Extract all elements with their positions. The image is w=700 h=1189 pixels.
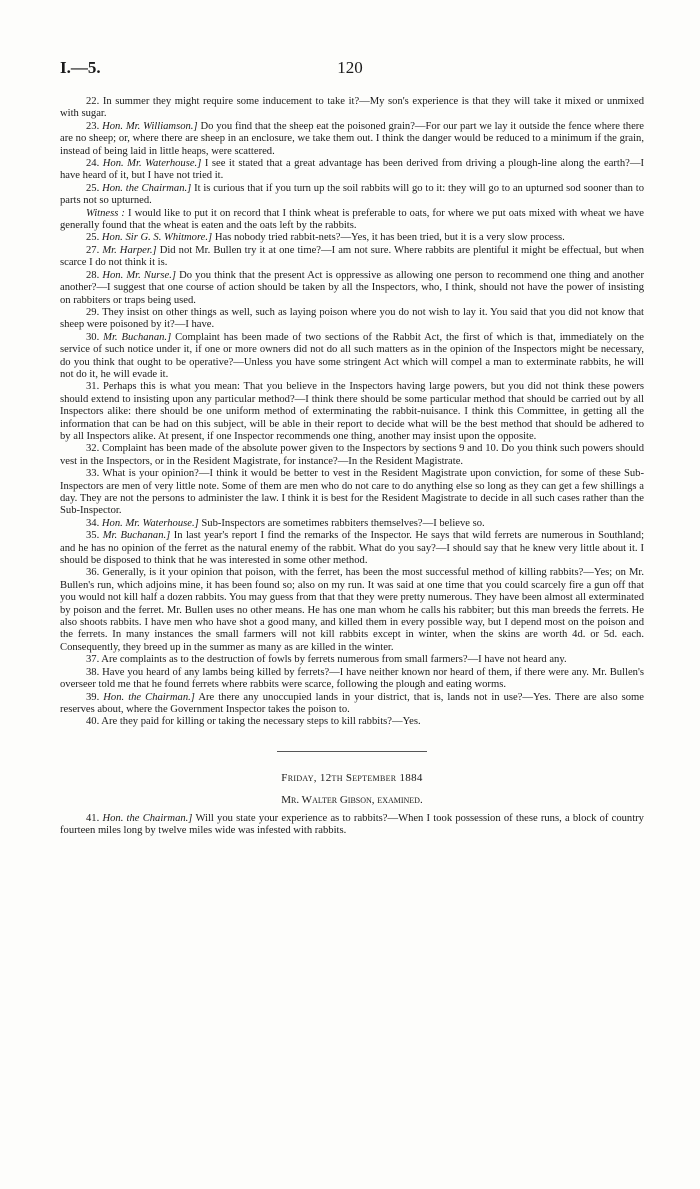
speaker: Mr. Harper.] <box>102 244 157 256</box>
minutes-paragraph <box>60 232 644 244</box>
paragraph-text: Are there any unoccupied lands in your district, that is, lands not in use?—Yes. There are also some reserves about, where the Government Inspector takes the poison to. <box>60 691 644 715</box>
document-reference: I.—5. <box>60 58 101 77</box>
minutes-paragraph <box>60 332 644 382</box>
paragraph-number: 24. <box>86 158 100 170</box>
minutes-paragraph <box>60 654 644 666</box>
speaker: Hon. Mr. Waterhouse.] <box>101 517 199 529</box>
minutes-paragraphs <box>60 96 644 729</box>
minutes-paragraph <box>60 381 644 443</box>
paragraph-text: I would like to put it on record that I think wheat is preferable to oats, for where we put oats mixed with wheat we have generally found that the wheat is eaten and the oats left by the rabbits. <box>60 207 645 232</box>
speaker: Hon. the Chairman.] <box>103 691 195 703</box>
paragraph-text: 36. Generally, is it your opinion that poison, with the ferret, has been the most successful method of killing rabbits?—Yes; on Mr. Bullen's run, which adjoins mine, it has been found so; also on my run. It was said at one time that you could scarcely fire a gun off that you would not kill half a dozen rabbits. You may guess from that that they were pretty numerous. They have been almost all exterminated by poison and the ferret. Mr. Bullen uses no other means. He has one man whom he calls his rabbiter; but this man breeds the ferrets. He also shoots rabbits. I have men who have shot a good many, and killed them in every possible way, but I depend most on the poison and the ferrets. In many instances the small farmers will not kill rabbits except in winter, when the skins are worth 4d. or 5d. each. Consequently, they breed up in the summer as many as are killed in the winter. <box>60 567 644 653</box>
page-number: 120 <box>337 58 363 77</box>
paragraph-text: Do you think that the present Act is oppressive as allowing one person to recommend one thing and another another?—I suggest that one course of action should be taken by all the Inspectors, who, I think, should not have the power of insisting on rabbiters or traps being used. <box>60 269 644 306</box>
minutes-paragraph <box>60 158 644 183</box>
paragraph-number: 27. <box>86 244 100 256</box>
paragraph-text: It is curious that if you turn up the soil rabbits will go to it: they will go to an upturned sod sooner than to parts not so upturned. <box>60 182 644 207</box>
paragraph-number: 41. <box>86 812 100 824</box>
paragraph-41 <box>60 813 644 838</box>
speaker: Hon. Mr. Williamson.] <box>102 120 198 132</box>
speaker: Hon. Mr. Nurse.] <box>102 269 176 281</box>
minutes-paragraph <box>60 208 644 233</box>
speaker: Hon. Sir G. S. Whitmore.] <box>101 232 213 244</box>
paragraph-text: 37. Are complaints as to the destruction of fowls by ferrets numerous from small farmers?—I have not heard any. <box>86 654 567 666</box>
paragraph-text: Complaint has been made of two sections of the Rabbit Act, the first of which is that, immediately on the service of such notice under it, if one or more owners did not do all such matters as in the opinion of the Inspectors might be necessary, do you think that ought to be operative?—Unless you have some stringent Act which will compel a man to exterminate rabbits, he will not do it, he will evade it. <box>60 331 644 380</box>
hearing-date: Friday, 12th September 1884 <box>281 771 423 784</box>
paragraph-text: Do you find that the sheep eat the poisoned grain?—For our part we lay it outside the fence where there are no sheep; or, where there are sheep in an enclosure, we take them out. I think the danger would be reduced to a minimum if the grain, instead of being laid in little heaps, were scattered. <box>60 120 645 157</box>
minutes-paragraph <box>60 443 644 468</box>
paragraph-text: 38. Have you heard of any lambs being killed by ferrets?—I have neither known nor heard of them, if there were any. Mr. Bullen's overseer told me that he found ferrets where rabbits were scarce, following the plough and eating worms. <box>60 666 644 691</box>
minutes-paragraph <box>60 245 644 270</box>
minutes-paragraph <box>60 530 644 567</box>
paragraph-text: Sub-Inspectors are sometimes rabbiters themselves?—I believe so. <box>201 517 485 529</box>
minutes-paragraph <box>60 716 644 728</box>
paragraph-text: Will you state your experience as to rabbits?—When I took possession of these runs, a block of country fourteen miles long by twelve miles wide was infested with rabbits. <box>60 812 644 836</box>
speaker: Hon. Mr. Waterhouse.] <box>102 158 202 170</box>
paragraph-number: 30. <box>86 331 100 343</box>
minutes-paragraph <box>60 307 644 332</box>
paragraph-number: 35. <box>86 530 100 542</box>
speaker: Hon. the Chairman.] <box>102 812 193 824</box>
paragraph-text: 32. Complaint has been made of the absolute power given to the Inspectors by sections 9 and 10. Do you think such powers should vest in the Inspectors, or in the Resident Magistrate, for instance?—In the Resident Magistrate. <box>60 443 644 467</box>
minutes-paragraph <box>60 96 644 121</box>
paragraph-text: 40. Are they paid for killing or taking the necessary steps to kill rabbits?—Yes. <box>86 716 421 728</box>
paragraph-number: 28. <box>86 269 100 281</box>
section-divider <box>277 751 427 752</box>
paragraph-text: I see it stated that a great advantage has been derived from driving a plough-line along the earth?—I have heard of it, but I have not tried it. <box>60 158 644 182</box>
paragraph-number: 25. <box>86 232 100 244</box>
paragraph-number: 39. <box>86 691 100 703</box>
paragraph-number: 23. <box>86 120 100 132</box>
paragraph-text: 33. What is your opinion?—I think it would be better to vest in the Resident Magistrate upon conviction, for some of these Sub-Inspectors are men of very little note. Some of them are men who do not care to do anything else so long as they can get a few shillings a day. They are not the persons to administer the law. I think it is best for the Resident Magistrate to decide in all such cases rather than the Sub-Inspector. <box>60 468 644 517</box>
minutes-paragraph <box>60 270 644 307</box>
paragraph-text: Did not Mr. Bullen try it at one time?—I am not sure. Where rabbits are plentiful it might be effectual, but when scarce I do not think it is. <box>60 244 645 269</box>
speaker: Mr. Buchanan.] <box>102 530 171 542</box>
speaker: Hon. the Chairman.] <box>102 182 192 194</box>
speaker: Witness : <box>86 207 125 219</box>
minutes-paragraph <box>60 183 644 208</box>
document-body <box>60 96 644 837</box>
minutes-paragraph <box>60 468 644 518</box>
minutes-paragraph <box>60 567 644 654</box>
minutes-paragraph <box>60 518 644 530</box>
paragraph-number: 34. <box>86 517 100 529</box>
witness-heading <box>60 794 644 806</box>
paragraph-number: 25. <box>86 182 100 194</box>
paragraph-text: 29. They insist on other things as well, such as laying poison where you do not wish to lay it. You said that you did not know that sheep were poisoned by it?—I have. <box>60 306 644 331</box>
paragraph-text: 22. In summer they might require some inducement to take it?—My son's experience is that they will take it mixed or unmixed with sugar. <box>60 96 644 120</box>
minutes-paragraph <box>60 692 644 717</box>
paragraph-text: 31. Perhaps this is what you mean: That you believe in the Inspectors having large powers, but you did not think these powers should extend to insisting upon any particular method?—I think there should be some particular method that should be carried out by all Inspectors alike: there should be one uniform method of exterminating the rabbit-nuisance. I think this Committee, in getting all the information that can be had on this subject, will be able in their report to decide what will be the best method that should be adhered to by all Inspectors alike. At present, if one Inspector recommends one thing, another may insist upon the opposite. <box>60 381 644 442</box>
minutes-paragraph <box>60 121 644 158</box>
paragraph-text: Has nobody tried rabbit-nets?—Yes, it has been tried, but it is a very slow process. <box>214 232 565 244</box>
speaker: Mr. Buchanan.] <box>103 331 172 343</box>
minutes-paragraph <box>60 667 644 692</box>
witness-name: Mr. Walter Gibson, examined. <box>281 794 423 807</box>
page-header <box>60 58 640 82</box>
paragraph-text: In last year's report I find the remarks of the Inspector. He says that wild ferrets are numerous in Southland; and he has no opinion of the ferret as the natural enemy of the rabbit. What do you say?—I should say that he knew very little about it. I should be disposed to think that he was interested in some other method. <box>60 530 645 567</box>
